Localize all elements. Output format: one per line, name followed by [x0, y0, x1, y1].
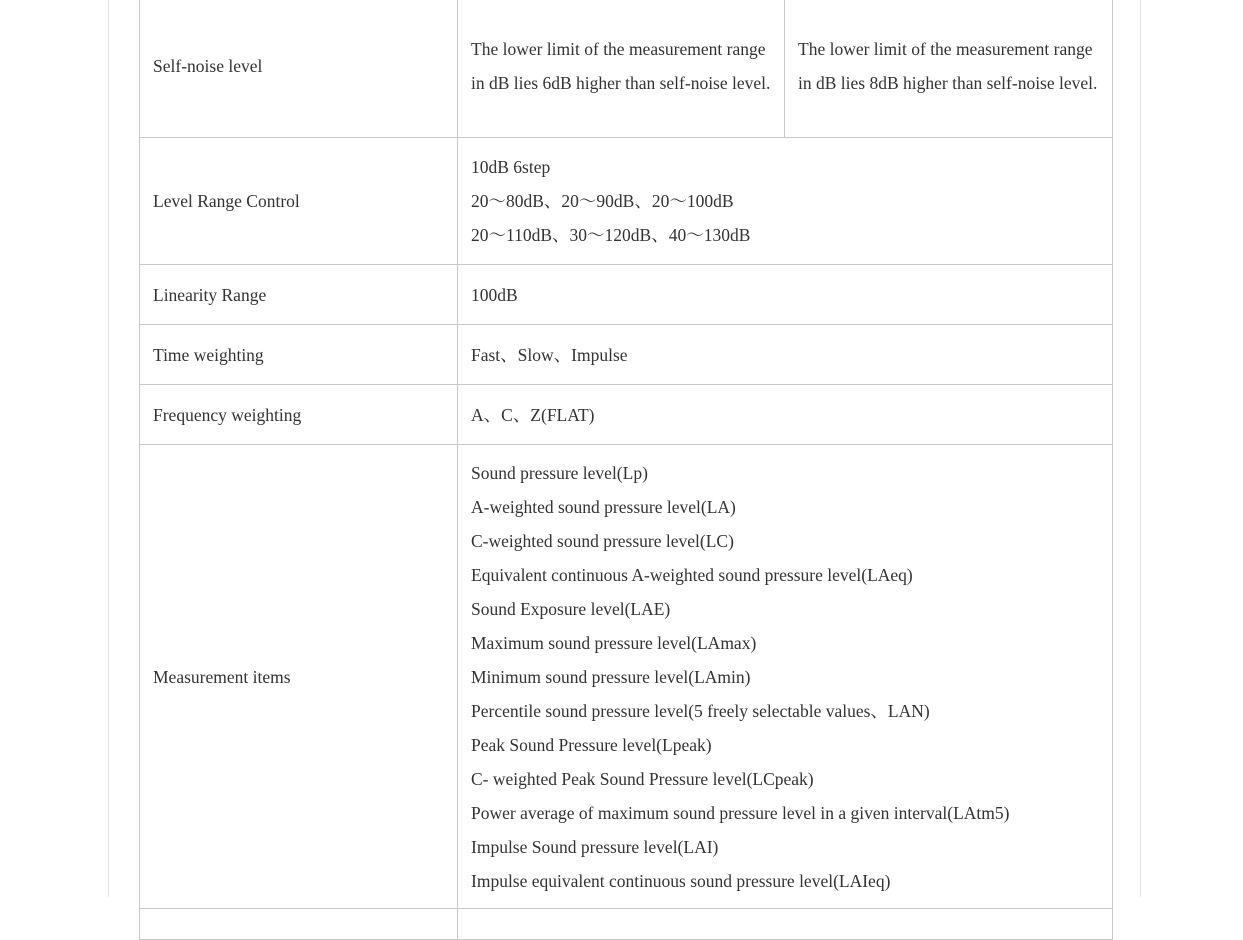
measurement-items-list: [458, 445, 1113, 909]
specifications-table: [139, 0, 1113, 940]
level-range-line: 20～110dB、30～120dB、40～130dB: [471, 225, 751, 245]
measurement-item: C-weighted sound pressure level(LC): [471, 530, 734, 551]
table-row-time-weighting: [140, 325, 1113, 385]
row-label-self-noise: Self-noise level: [140, 0, 458, 138]
measurement-item: Minimum sound pressure level(LAmin): [471, 666, 751, 687]
row-label-time-weighting: Time weighting: [140, 325, 458, 385]
table-row-linearity-range: [140, 265, 1113, 325]
row-label-frequency-weighting: Frequency weighting: [140, 385, 458, 445]
self-noise-value-model-1: The lower limit of the measurement range in dB lies 6dB higher than self-noise level.: [458, 0, 785, 138]
measurement-item: Power average of maximum sound pressure level in a given interval(LAtm5): [471, 802, 1010, 823]
linearity-range-value: 100dB: [458, 265, 1113, 325]
level-range-control-value: [458, 138, 1113, 265]
table-row-frequency-weighting: [140, 385, 1113, 445]
self-noise-value-model-2: The lower limit of the measurement range in dB lies 8dB higher than self-noise level.: [785, 0, 1113, 138]
table-row-measurement-items: [140, 445, 1113, 909]
measurement-item: Sound Exposure level(LAE): [471, 598, 671, 619]
frequency-weighting-value: A、C、Z(FLAT): [458, 385, 1113, 445]
level-range-line: 10dB 6step: [471, 157, 551, 177]
time-weighting-value: Fast、Slow、Impulse: [458, 325, 1113, 385]
row-label-measurement-items: Measurement items: [140, 445, 458, 909]
measurement-item: Equivalent continuous A-weighted sound pressure level(LAeq): [471, 564, 913, 585]
measurement-item: Impulse equivalent continuous sound pressure level(LAIeq): [471, 870, 891, 891]
measurement-item: Sound pressure level(Lp): [471, 462, 648, 483]
measurement-item: Peak Sound Pressure level(Lpeak): [471, 734, 712, 755]
table-row-self-noise-level: [140, 0, 1113, 138]
measurement-item: C- weighted Peak Sound Pressure level(LCpeak): [471, 768, 814, 789]
level-range-line: 20～80dB、20～90dB、20～100dB: [471, 191, 734, 211]
next-row-label-cell: [140, 909, 458, 940]
measurement-item: Impulse Sound pressure level(LAI): [471, 836, 719, 857]
measurement-item: A-weighted sound pressure level(LA): [471, 496, 736, 517]
table-row-level-range-control: [140, 138, 1113, 265]
next-row-value-cell: [458, 909, 1113, 940]
measurement-item: Percentile sound pressure level(5 freely selectable values、LAN): [471, 700, 930, 721]
row-label-linearity-range: Linearity Range: [140, 265, 458, 325]
table-row-next: [140, 909, 1113, 940]
measurement-item: Maximum sound pressure level(LAmax): [471, 632, 757, 653]
row-label-level-range-control: Level Range Control: [140, 138, 458, 265]
